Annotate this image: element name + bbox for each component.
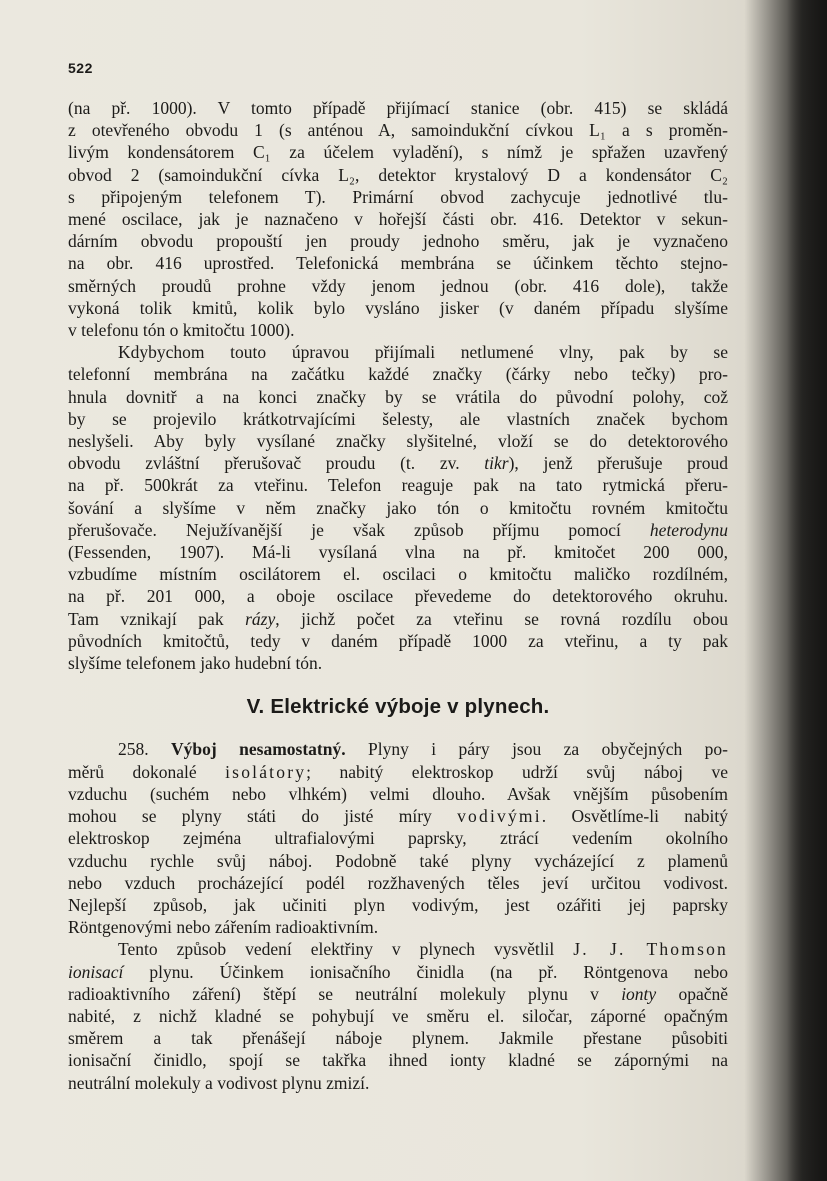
text-line: neutrální molekuly a vodivost plynu zmizí. (68, 1072, 370, 1093)
subsection-title: Výboj nesamostatný. (171, 739, 346, 760)
text-line: na př. 201 000, a oboje oscilace převedeme do detektorového okruhu. (68, 586, 728, 607)
name-thomson: J. J. Thomson (573, 939, 728, 960)
text-segment: Plyny i páry jsou za obyčejných po- (345, 739, 728, 760)
text-segment: Tento způsob vedení elektřiny v plynech vysvětlil (118, 939, 574, 960)
text-line: vzbudíme místním oscilátorem el. oscilaci o kmitočtu maličko rozdílném, (68, 564, 728, 585)
text-line: Kdybychom touto úpravou přijímali netlumené vlny, pak by se (118, 342, 728, 363)
term-ionisaci: ionisací (68, 961, 124, 982)
text-segment: ; nabitý elektroskop udrží svůj náboj ve (306, 761, 728, 782)
text-line (68, 761, 728, 783)
text-line (68, 519, 728, 541)
term-vodivymi: vodivými (457, 806, 542, 827)
text-line (68, 738, 728, 760)
text-segment: ), jenž přerušuje proud (508, 453, 728, 474)
main-text (68, 97, 728, 1094)
text-line: telefonní membrána na začátku každé značky (čárky nebo tečky) pro- (68, 364, 728, 385)
term-tikr: tikr (484, 453, 509, 474)
text-segment: . Osvětlíme-li nabitý (541, 806, 728, 827)
text-segment: plynu. Účinkem ionisačního činidla (na př. Röntgenova nebo (123, 961, 728, 982)
text-line: neslyšeli. Aby byly vysílané značky slyšitelné, vloží se do detektorového (68, 431, 728, 452)
text-line: hnula dovnitř a na konci značky by se vrátila do původní polohy, což (68, 386, 728, 407)
term-isolatory: isolátory (225, 761, 307, 782)
text-line: s připojeným telefonem T). Primární obvod zachycuje jednotlivé tlu- (68, 186, 728, 207)
text-line (68, 983, 728, 1005)
text-line: Röntgenovými nebo zářením radioaktivním. (68, 917, 379, 938)
text-line: dárním obvodu propouští jen proudy jednoho směru, jak je vyznačeno (68, 231, 728, 252)
text-line: směrem a tak přenášejí náboje plynem. Jakmile přestane působiti (68, 1028, 728, 1049)
text-line: vykoná tolik kmitů, kolik bylo vysláno jisker (v daném případu slyšíme (68, 297, 728, 318)
text-line (68, 452, 728, 474)
text-line: šování a slyšíme v něm značky jako tón o kmitočtu rovném kmitočtu (68, 497, 728, 518)
text-segment: přerušovače. Nejužívanější je však způsob příjmu pomocí (68, 519, 650, 540)
page-number: 522 (68, 60, 93, 76)
text-line: v telefonu tón o kmitočtu 1000). (68, 320, 295, 341)
text-line: nabité, z nichž kladné se pohybují ve směru el. siločar, záporné opačným (68, 1005, 728, 1026)
text-line: na obr. 416 uprostřed. Telefonická membrána se účinkem těchto stejno- (68, 253, 728, 274)
text-line: Nejlepší způsob, jak učiniti plyn vodivým, jest ozářiti jej paprsky (68, 894, 728, 915)
text-line: ionisační činidlo, spojí se takřka ihned ionty kladné se zápornými na (68, 1050, 728, 1071)
text-line: mené oscilace, jak je naznačeno v hořejší části obr. 416. Detektor v sekun- (68, 209, 728, 230)
text-line: (Fessenden, 1907). Má-li vysílaná vlna na př. kmitočet 200 000, (68, 542, 728, 563)
text-line: elektroskop zejména ultrafialovými paprsky, ztrácí vedením okolního (68, 828, 728, 849)
section-heading: V. Elektrické výboje v plynech. (246, 695, 550, 719)
text-line: vzduchu (suchém nebo vlhkém) velmi dlouho. Avšak vnějším působením (68, 783, 728, 804)
text-line: směrných proudů prohne vždy jenom jednou (obr. 416 dole), takže (68, 275, 728, 296)
text-line: obvod 2 (samoindukční cívka L₂, detektor krystalový D a kondensátor C₂ (68, 164, 728, 185)
text-line: slyšíme telefonem jako hudební tón. (68, 653, 323, 674)
term-razy: rázy (245, 608, 276, 629)
section-number: 258. (118, 739, 172, 760)
text-line: z otevřeného obvodu 1 (s anténou A, samoindukční cívkou L₁ a s proměn- (68, 120, 728, 141)
text-line: vzduchu rychle svůj náboj. Podobně také plyny vycházející z plamenů (68, 850, 728, 871)
text-line (68, 608, 728, 630)
text-segment: radioaktivního záření) štěpí se neutrální molekuly plynu v (68, 983, 622, 1004)
text-line: nebo vzduch procházející podél rozžhavených těles jeví určitou vodivost. (68, 872, 728, 893)
text-line: livým kondensátorem C₁ za účelem vyladění), s nímž je spřažen uzavřený (68, 142, 728, 163)
term-heterodyn: heterodynu (649, 519, 728, 540)
text-line: na př. 500krát za vteřinu. Telefon reaguje pak na tato rytmická přeru- (68, 475, 728, 496)
text-segment: mohou se plyny státi do jisté míry (68, 806, 458, 827)
text-segment: opačně (656, 983, 728, 1004)
term-ionty: ionty (621, 983, 657, 1004)
text-line: (na př. 1000). V tomto případě přijímací stanice (obr. 415) se skládá (68, 98, 728, 118)
text-line: by se projevilo krátkotrvajícími šelesty, ale vlastních značek bychom (68, 408, 728, 429)
book-spine-shadow (787, 0, 827, 1181)
text-line: původních kmitočtů, tedy v daném případě 1000 za vteřinu, a ty pak (68, 630, 728, 651)
text-line (68, 805, 728, 827)
text-segment: měrů dokonalé (68, 761, 226, 782)
text-segment: obvodu zvláštní přerušovač proudu (t. zv. (68, 453, 485, 474)
text-segment: , jichž počet za vteřinu se rovná rozdílu obou (275, 608, 728, 629)
text-line (68, 938, 728, 960)
text-segment: Tam vznikají pak (68, 608, 246, 629)
text-line (68, 961, 728, 983)
